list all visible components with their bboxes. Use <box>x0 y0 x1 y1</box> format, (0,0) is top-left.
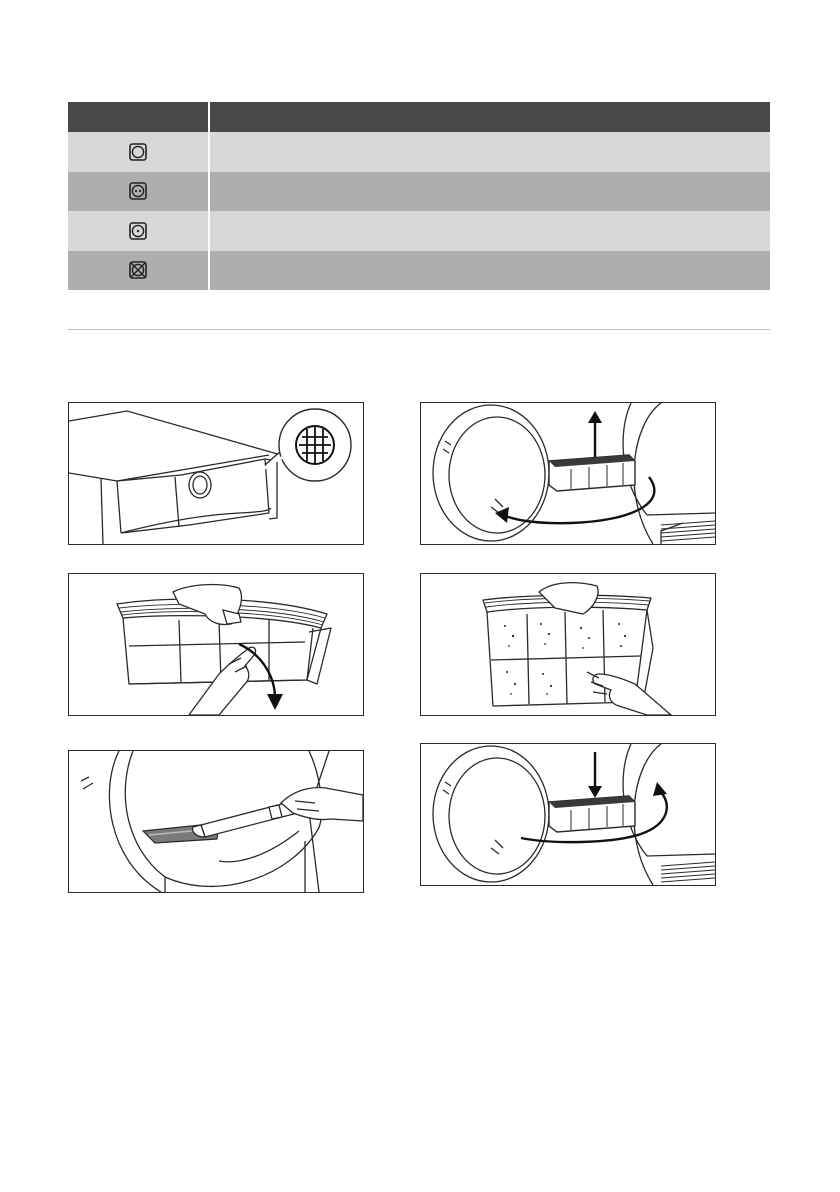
table-row <box>68 211 770 251</box>
symbol-cell <box>68 172 210 212</box>
insert-filter-figure <box>420 743 716 886</box>
filter-shape <box>549 796 635 832</box>
clean-filter-figure <box>420 573 716 716</box>
insert-arrow <box>588 752 602 798</box>
dryer-top-illustration <box>69 403 363 544</box>
table-row <box>68 132 770 172</box>
dry-symbol-table <box>68 102 770 290</box>
remove-filter-illustration <box>421 403 715 544</box>
remove-filter-figure <box>420 402 716 545</box>
clean-filter-illustration <box>421 574 715 715</box>
tumble-dry-icon <box>129 143 147 161</box>
filter-indicator-figure <box>68 402 364 545</box>
do-not-tumble-dry-icon <box>129 261 147 279</box>
table-row <box>68 251 770 291</box>
symbol-cell <box>68 132 210 172</box>
description-cell <box>210 132 770 172</box>
description-cell <box>210 251 770 291</box>
symbol-cell <box>68 211 210 251</box>
section-divider <box>68 329 770 330</box>
table-row <box>68 172 770 212</box>
tumble-dry-low-heat-icon <box>129 222 147 240</box>
tumble-dry-normal-heat-icon <box>129 182 147 200</box>
symbol-cell <box>68 251 210 291</box>
hand <box>281 788 363 821</box>
open-filter-figure <box>68 573 364 716</box>
clean-filter-slot-figure <box>68 750 364 893</box>
lift-arrow <box>588 411 602 457</box>
header-description-cell <box>210 102 770 132</box>
insert-filter-illustration <box>421 744 715 885</box>
filter-shape <box>549 455 635 491</box>
description-cell <box>210 172 770 212</box>
header-symbol-cell <box>68 102 210 132</box>
filter-icon-callout <box>263 409 351 481</box>
clean-filter-slot-illustration <box>69 751 363 892</box>
description-cell <box>210 211 770 251</box>
open-filter-illustration <box>69 574 363 715</box>
table-header <box>68 102 770 132</box>
